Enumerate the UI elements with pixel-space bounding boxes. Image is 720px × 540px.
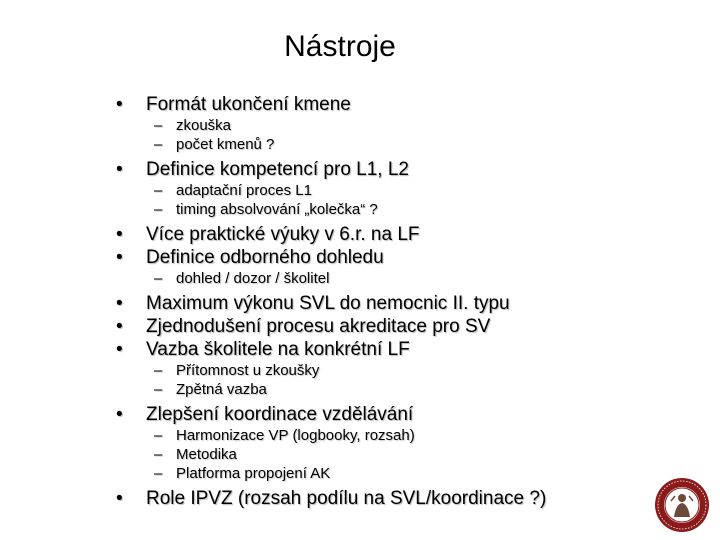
sub-item-text: timing absolvování „kolečka“ ?: [176, 201, 378, 218]
dash-marker: –: [154, 201, 163, 218]
bullet-item: [116, 315, 676, 338]
sub-item: [154, 135, 676, 154]
sub-item: [154, 380, 676, 399]
sub-item: [154, 181, 676, 200]
sub-item: [154, 445, 676, 464]
bullet-item: [116, 93, 676, 116]
bullet-text: Definice kompetencí pro L1, L2: [146, 159, 409, 180]
dash-marker: –: [154, 427, 163, 444]
sub-item-text: dohled / dozor / školitel: [176, 270, 330, 287]
sub-item-text: Přítomnost u zkoušky: [176, 362, 320, 379]
bullet-marker: •: [116, 404, 123, 425]
bullet-item: [116, 487, 676, 510]
sub-item-text: Harmonizace VP (logbooky, rozsah): [176, 427, 415, 444]
dash-marker: –: [154, 465, 163, 482]
bullet-text: Více praktické výuky v 6.r. na LF: [146, 224, 420, 245]
bullet-marker: •: [116, 94, 123, 115]
dash-marker: –: [154, 270, 163, 287]
bullet-item: [116, 158, 676, 181]
bullet-text: Zjednodušení procesu akreditace pro SV: [146, 316, 491, 337]
bullet-marker: •: [116, 316, 123, 337]
bullet-text: Zlepšení koordinace vzdělávání: [146, 404, 414, 425]
bullet-text: Role IPVZ (rozsah podílu na SVL/koordinace ?): [146, 488, 547, 509]
dash-marker: –: [154, 381, 163, 398]
dash-marker: –: [154, 362, 163, 379]
bullet-marker: •: [116, 224, 123, 245]
dash-marker: –: [154, 136, 163, 153]
bullet-item: [116, 292, 676, 315]
bullet-marker: •: [116, 293, 123, 314]
sub-item-text: zkouška: [176, 117, 232, 134]
sub-item-text: Metodika: [176, 446, 237, 463]
sub-item: [154, 464, 676, 483]
bullet-list: [116, 93, 676, 510]
bullet-item: [116, 338, 676, 361]
sub-item: [154, 269, 676, 288]
bullet-text: Maximum výkonu SVL do nemocnic II. typu: [146, 293, 510, 314]
bullet-marker: •: [116, 339, 123, 360]
bullet-item: [116, 223, 676, 246]
bullet-marker: •: [116, 159, 123, 180]
slide-title: Nástroje: [284, 30, 396, 63]
dash-marker: –: [154, 117, 163, 134]
bullet-item: [116, 403, 676, 426]
university-seal-icon: [654, 477, 710, 533]
dash-marker: –: [154, 182, 163, 199]
sub-item-text: Platforma propojení AK: [176, 465, 331, 482]
sub-item: [154, 200, 676, 219]
dash-marker: –: [154, 446, 163, 463]
bullet-item: [116, 246, 676, 269]
sub-item-text: Zpětná vazba: [176, 381, 267, 398]
sub-item-text: adaptační proces L1: [176, 182, 312, 199]
sub-item: [154, 426, 676, 445]
bullet-text: Definice odborného dohledu: [146, 247, 384, 268]
bullet-marker: •: [116, 488, 123, 509]
sub-item: [154, 361, 676, 380]
bullet-text: Formát ukončení kmene: [146, 94, 351, 115]
sub-item-text: počet kmenů ?: [176, 136, 275, 153]
bullet-marker: •: [116, 247, 123, 268]
sub-item: [154, 116, 676, 135]
bullet-text: Vazba školitele na konkrétní LF: [146, 339, 410, 360]
